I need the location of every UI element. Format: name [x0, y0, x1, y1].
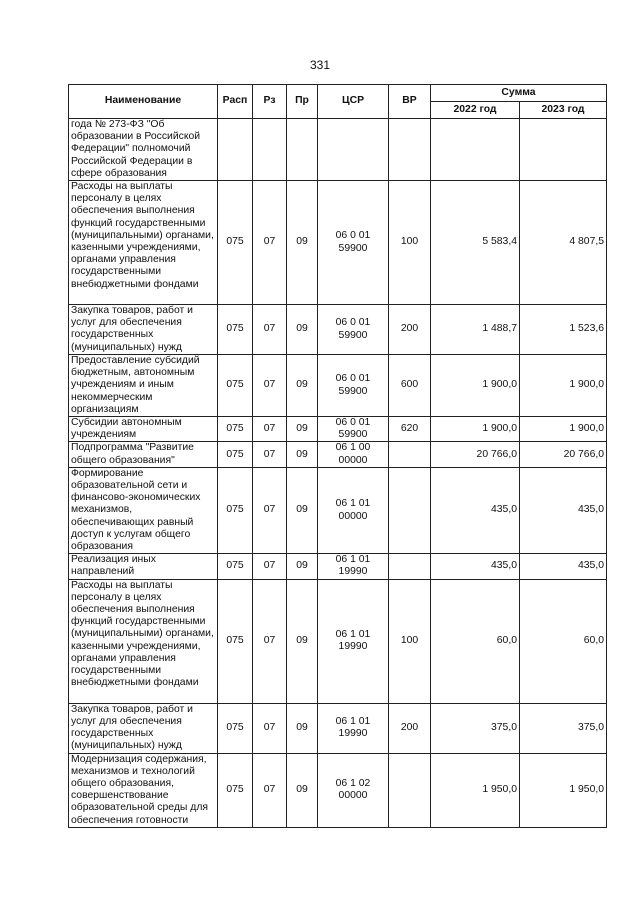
- cell-pr: 09: [287, 355, 318, 417]
- table-row: [69, 305, 607, 355]
- cell-csr: 06 1 00 00000: [318, 442, 389, 467]
- cell-pr: 09: [287, 467, 318, 553]
- cell-pr: 09: [287, 442, 318, 467]
- cell-rasp: 075: [218, 703, 253, 753]
- cell-rz: 07: [253, 181, 287, 305]
- cell-name: Расходы на выплаты персоналу в целях обеспечения выполнения функций государственными (муниципальными) органами, казенными учреждениями, органами управления государственными внебюджетными фондами: [69, 579, 218, 703]
- cell-rz: 07: [253, 467, 287, 553]
- cell-vr: [389, 442, 431, 467]
- cell-name: Формирование образовательной сети и финансово-экономических механизмов, обеспечивающих равный доступ к услугам общего образования: [69, 467, 218, 553]
- cell-sum-2022: 435,0: [431, 554, 520, 579]
- cell-sum-2022: 435,0: [431, 467, 520, 553]
- cell-pr: 09: [287, 305, 318, 355]
- cell-name: Закупка товаров, работ и услуг для обеспечения государственных (муниципальных) нужд: [69, 305, 218, 355]
- cell-csr: 06 0 01 59900: [318, 417, 389, 442]
- cell-sum-2022: 20 766,0: [431, 442, 520, 467]
- cell-sum-2023: 1 950,0: [520, 753, 607, 827]
- cell-rasp: 075: [218, 579, 253, 703]
- cell-sum-2022: 5 583,4: [431, 181, 520, 305]
- cell-csr: 06 0 01 59900: [318, 355, 389, 417]
- cell-rz: 07: [253, 579, 287, 703]
- cell-rasp: 075: [218, 181, 253, 305]
- table-row: [69, 579, 607, 703]
- cell-rasp: 075: [218, 305, 253, 355]
- cell-vr: [389, 119, 431, 181]
- header-sum: Сумма: [431, 85, 607, 102]
- cell-csr: 06 1 01 19990: [318, 554, 389, 579]
- cell-vr: [389, 554, 431, 579]
- cell-rz: [253, 119, 287, 181]
- cell-pr: 09: [287, 703, 318, 753]
- table-row: [69, 753, 607, 827]
- cell-sum-2023: 1 900,0: [520, 355, 607, 417]
- cell-rz: 07: [253, 417, 287, 442]
- cell-sum-2022: [431, 119, 520, 181]
- table-row: [69, 554, 607, 579]
- cell-sum-2023: 435,0: [520, 467, 607, 553]
- cell-name: Реализация иных направлений: [69, 554, 218, 579]
- cell-sum-2023: 60,0: [520, 579, 607, 703]
- cell-csr: 06 1 01 19990: [318, 579, 389, 703]
- cell-pr: 09: [287, 554, 318, 579]
- cell-csr: 06 1 01 00000: [318, 467, 389, 553]
- cell-csr: 06 1 02 00000: [318, 753, 389, 827]
- table-row: [69, 181, 607, 305]
- cell-vr: 100: [389, 579, 431, 703]
- header-vr: ВР: [389, 85, 431, 119]
- cell-sum-2023: 1 900,0: [520, 417, 607, 442]
- cell-pr: 09: [287, 417, 318, 442]
- cell-name: Закупка товаров, работ и услуг для обеспечения государственных (муниципальных) нужд: [69, 703, 218, 753]
- table-row: [69, 467, 607, 553]
- cell-csr: 06 0 01 59900: [318, 305, 389, 355]
- cell-sum-2022: 1 900,0: [431, 417, 520, 442]
- cell-pr: 09: [287, 753, 318, 827]
- cell-rasp: [218, 119, 253, 181]
- cell-sum-2023: [520, 119, 607, 181]
- cell-name: Субсидии автономным учреждениям: [69, 417, 218, 442]
- cell-csr: 06 1 01 19990: [318, 703, 389, 753]
- cell-sum-2022: 375,0: [431, 703, 520, 753]
- cell-vr: [389, 467, 431, 553]
- page-number: 331: [309, 58, 331, 72]
- header-pr: Пр: [287, 85, 318, 119]
- cell-name: Подпрограмма "Развитие общего образования": [69, 442, 218, 467]
- cell-rz: 07: [253, 554, 287, 579]
- cell-name: года № 273-ФЗ "Об образовании в Российской Федерации" полномочий Российской Федерации в сфере образования: [69, 119, 218, 181]
- cell-csr: 06 0 01 59900: [318, 181, 389, 305]
- cell-vr: [389, 753, 431, 827]
- cell-vr: 620: [389, 417, 431, 442]
- cell-sum-2022: 1 488,7: [431, 305, 520, 355]
- table-row: [69, 442, 607, 467]
- cell-rasp: 075: [218, 753, 253, 827]
- cell-rasp: 075: [218, 554, 253, 579]
- header-name: Наименование: [69, 85, 218, 119]
- cell-sum-2023: 435,0: [520, 554, 607, 579]
- cell-vr: 200: [389, 703, 431, 753]
- cell-name: Предоставление субсидий бюджетным, автономным учреждениям и иным некоммерческим организациям: [69, 355, 218, 417]
- cell-sum-2023: 375,0: [520, 703, 607, 753]
- cell-rz: 07: [253, 753, 287, 827]
- cell-pr: 09: [287, 579, 318, 703]
- table-row: [69, 703, 607, 753]
- cell-name: Расходы на выплаты персоналу в целях обеспечения выполнения функций государственными (муниципальными) органами, казенными учреждениями, органами управления государственными внебюджетными фондами: [69, 181, 218, 305]
- cell-rz: 07: [253, 442, 287, 467]
- cell-pr: [287, 119, 318, 181]
- table-row: [69, 355, 607, 417]
- cell-rasp: 075: [218, 467, 253, 553]
- header-year-2022: 2022 год: [431, 102, 520, 119]
- cell-sum-2022: 60,0: [431, 579, 520, 703]
- cell-sum-2023: 4 807,5: [520, 181, 607, 305]
- cell-csr: [318, 119, 389, 181]
- cell-name: Модернизация содержания, механизмов и технологий общего образования, совершенствование образовательной среды для обеспечения готовности: [69, 753, 218, 827]
- header-rz: Рз: [253, 85, 287, 119]
- cell-rz: 07: [253, 305, 287, 355]
- cell-rasp: 075: [218, 442, 253, 467]
- cell-vr: 100: [389, 181, 431, 305]
- header-csr: ЦСР: [318, 85, 389, 119]
- table-body: [69, 119, 607, 828]
- table-row: [69, 417, 607, 442]
- cell-sum-2023: 20 766,0: [520, 442, 607, 467]
- cell-rz: 07: [253, 703, 287, 753]
- cell-sum-2022: 1 900,0: [431, 355, 520, 417]
- cell-sum-2023: 1 523,6: [520, 305, 607, 355]
- cell-rasp: 075: [218, 417, 253, 442]
- table-row: [69, 119, 607, 181]
- cell-vr: 200: [389, 305, 431, 355]
- cell-pr: 09: [287, 181, 318, 305]
- budget-table: [68, 84, 607, 828]
- cell-rz: 07: [253, 355, 287, 417]
- cell-rasp: 075: [218, 355, 253, 417]
- header-year-2023: 2023 год: [520, 102, 607, 119]
- table-header: [69, 85, 607, 119]
- cell-sum-2022: 1 950,0: [431, 753, 520, 827]
- cell-vr: 600: [389, 355, 431, 417]
- header-rasp: Расп: [218, 85, 253, 119]
